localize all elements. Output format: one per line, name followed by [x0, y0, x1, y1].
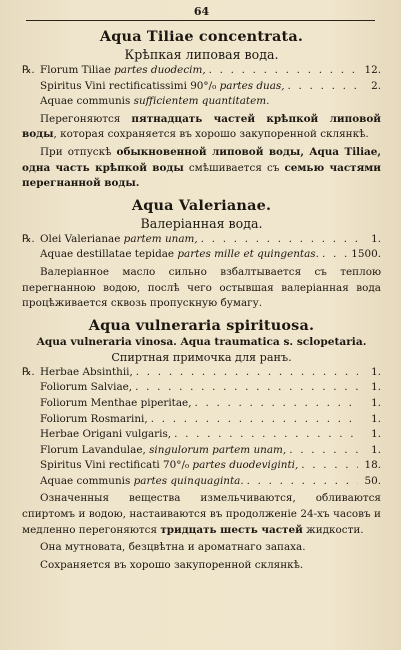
- ingredient-amount: 1.: [371, 396, 381, 409]
- ingredient-quantity: partes quinquaginta.: [133, 474, 244, 487]
- ingredient-text: Foliorum Rosmarini,: [40, 412, 148, 425]
- ingredient-name: [40, 365, 133, 381]
- section-subtitle: Спиртная примочка для ранъ.: [111, 350, 292, 364]
- leader-dots: [301, 458, 358, 474]
- ingredient-text: Aquae communis: [40, 95, 134, 108]
- ingredient-amount: 1.: [371, 443, 381, 456]
- ingredient-row: [22, 380, 381, 396]
- ingredient-row: [22, 474, 381, 490]
- paragraph: [22, 145, 381, 192]
- ingredient-text: Spiritus Vini rectificatissimi 90°/₀: [40, 79, 220, 92]
- ingredient-amount: 18.: [364, 459, 381, 472]
- ingredient-text: Aquae destillatae tepidae: [40, 248, 178, 261]
- leader-dots: [247, 474, 358, 490]
- leader-dots: [201, 232, 358, 248]
- ingredient-name: [40, 63, 206, 79]
- section-title: Aqua Valerianae.: [131, 196, 272, 214]
- ingredient-row: [22, 396, 381, 412]
- ingredient-amount: 50.: [364, 474, 381, 487]
- page-number: 64: [193, 5, 210, 18]
- emphasis: пятнадцать частей крѣпкой липовой воды: [22, 112, 381, 141]
- ingredient-name: [40, 247, 319, 263]
- ingredient-name: [40, 427, 171, 443]
- ingredient-amount: 1.: [371, 428, 381, 441]
- ingredient-row: [22, 427, 381, 443]
- paragraph: [22, 112, 381, 143]
- leader-dots: [288, 79, 358, 95]
- text: , которая сохраняется въ хорошо закупоренной склянкѣ.: [53, 128, 369, 141]
- ingredient-name: [40, 443, 286, 459]
- ingredient-quantity: singulorum partem unam,: [149, 443, 287, 456]
- leader-dots: [151, 412, 358, 428]
- ingredient-list: [22, 63, 381, 110]
- paragraph: Валеріанное масло сильно взбалтывается съ теплою перегнанною водою, послѣ чего остывшая валеріанная вода процѣживается сквозь пропускную бумагу.: [22, 265, 381, 310]
- ingredient-name: [40, 396, 192, 412]
- emphasis: семью частями перегнанной воды.: [22, 161, 381, 190]
- ingredient-row: [22, 79, 381, 95]
- ingredient-row: [22, 443, 381, 459]
- section-aqua-tiliae: [22, 27, 381, 192]
- section-aqua-valerianae: [22, 196, 381, 312]
- text: жидкости.: [302, 523, 364, 536]
- ingredient-quantity: partes duodeviginti,: [192, 459, 299, 472]
- ingredient-amount: 12.: [364, 64, 381, 76]
- ingredient-name: [40, 412, 148, 428]
- recipe-mark: ℞.: [22, 64, 35, 76]
- leader-dots: [289, 443, 358, 459]
- ingredient-quantity: partes duodecim,: [114, 64, 206, 76]
- paragraph: Она мутновата, безцвѣтна и ароматнаго запаха.: [40, 541, 306, 554]
- ingredient-row: [22, 63, 381, 79]
- paragraph: [22, 491, 381, 538]
- ingredient-name: [40, 380, 132, 396]
- ingredient-name: [40, 474, 244, 490]
- ingredient-amount: 1.: [371, 381, 381, 394]
- ingredient-row: [22, 94, 381, 110]
- ingredient-quantity: partes duas,: [219, 79, 285, 92]
- ingredient-quantity: partem unam,: [123, 232, 198, 245]
- text: Перегоняются: [40, 112, 132, 125]
- ingredient-text: Spiritus Vini rectificati 70°/₀: [40, 459, 193, 472]
- ingredient-amount: 2.: [371, 79, 381, 92]
- ingredient-amount: 1.: [371, 365, 381, 378]
- ingredient-name: [40, 79, 285, 95]
- ingredient-text: Herbae Absinthii,: [40, 365, 133, 378]
- ingredient-quantity: sufficientem quantitatem.: [133, 95, 270, 108]
- leader-dots: [136, 365, 358, 381]
- paragraph: Сохраняется въ хорошо закупоренной склянкѣ.: [40, 558, 304, 571]
- section-title: Aqua Tiliae concentrata.: [99, 28, 304, 45]
- ingredient-row: [22, 458, 381, 474]
- section-subtitle: Крѣпкая липовая вода.: [124, 47, 279, 62]
- leader-dots: [209, 63, 358, 79]
- leader-dots: [322, 247, 348, 263]
- ingredient-amount: 1.: [371, 232, 381, 245]
- emphasis: обыкновенной липовой воды, Aqua Tiliae, одна часть крѣпкой воды: [22, 145, 381, 174]
- ingredient-row: [22, 232, 381, 248]
- recipe-mark: ℞.: [22, 232, 35, 245]
- ingredient-list: [22, 365, 381, 490]
- ingredient-quantity: partes mille et quingentas.: [177, 248, 319, 261]
- ingredient-text: Herbae Origani vulgaris,: [40, 428, 172, 441]
- ingredient-text: Florum Lavandulae,: [40, 443, 150, 456]
- leader-dots: [174, 427, 358, 443]
- ingredient-name: [40, 232, 198, 248]
- ingredient-row: [22, 412, 381, 428]
- leader-dots: [195, 396, 359, 412]
- emphasis: тридцать шесть частей: [160, 523, 303, 536]
- leader-dots: [135, 380, 358, 396]
- ingredient-text: Foliorum Menthae piperitae,: [40, 396, 192, 409]
- section-aqua-vulneraria: [22, 316, 381, 574]
- ingredient-row: [22, 365, 381, 381]
- header-rule: [26, 20, 375, 21]
- ingredient-text: Foliorum Salviae,: [40, 381, 133, 394]
- recipe-mark: ℞.: [22, 365, 35, 378]
- text: При отпускѣ: [40, 145, 117, 158]
- ingredient-name: [40, 94, 269, 110]
- ingredient-name: [40, 458, 298, 474]
- section-subtitle: Валеріанная вода.: [140, 215, 263, 231]
- ingredient-text: Florum Tiliae: [40, 64, 115, 76]
- alternate-names: Aqua vulneraria vinosa. Aqua traumatica s. sclopetaria.: [36, 335, 367, 348]
- ingredient-text: Aquae communis: [40, 474, 134, 487]
- text: Означенныя вещества измельчиваются, обливаются спиртомъ и водою, настаиваются въ продолженіе 24-хъ часовъ и медленно перегоняются: [22, 492, 381, 536]
- ingredient-list: [22, 232, 381, 263]
- ingredient-text: Olei Valerianae: [40, 232, 124, 245]
- ingredient-amount: 1.: [371, 412, 381, 425]
- ingredient-amount: 1500.: [351, 248, 381, 261]
- ingredient-row: [22, 247, 381, 263]
- section-title: Aqua vulneraria spirituosa.: [88, 316, 315, 334]
- text: смѣшивается съ: [183, 161, 285, 174]
